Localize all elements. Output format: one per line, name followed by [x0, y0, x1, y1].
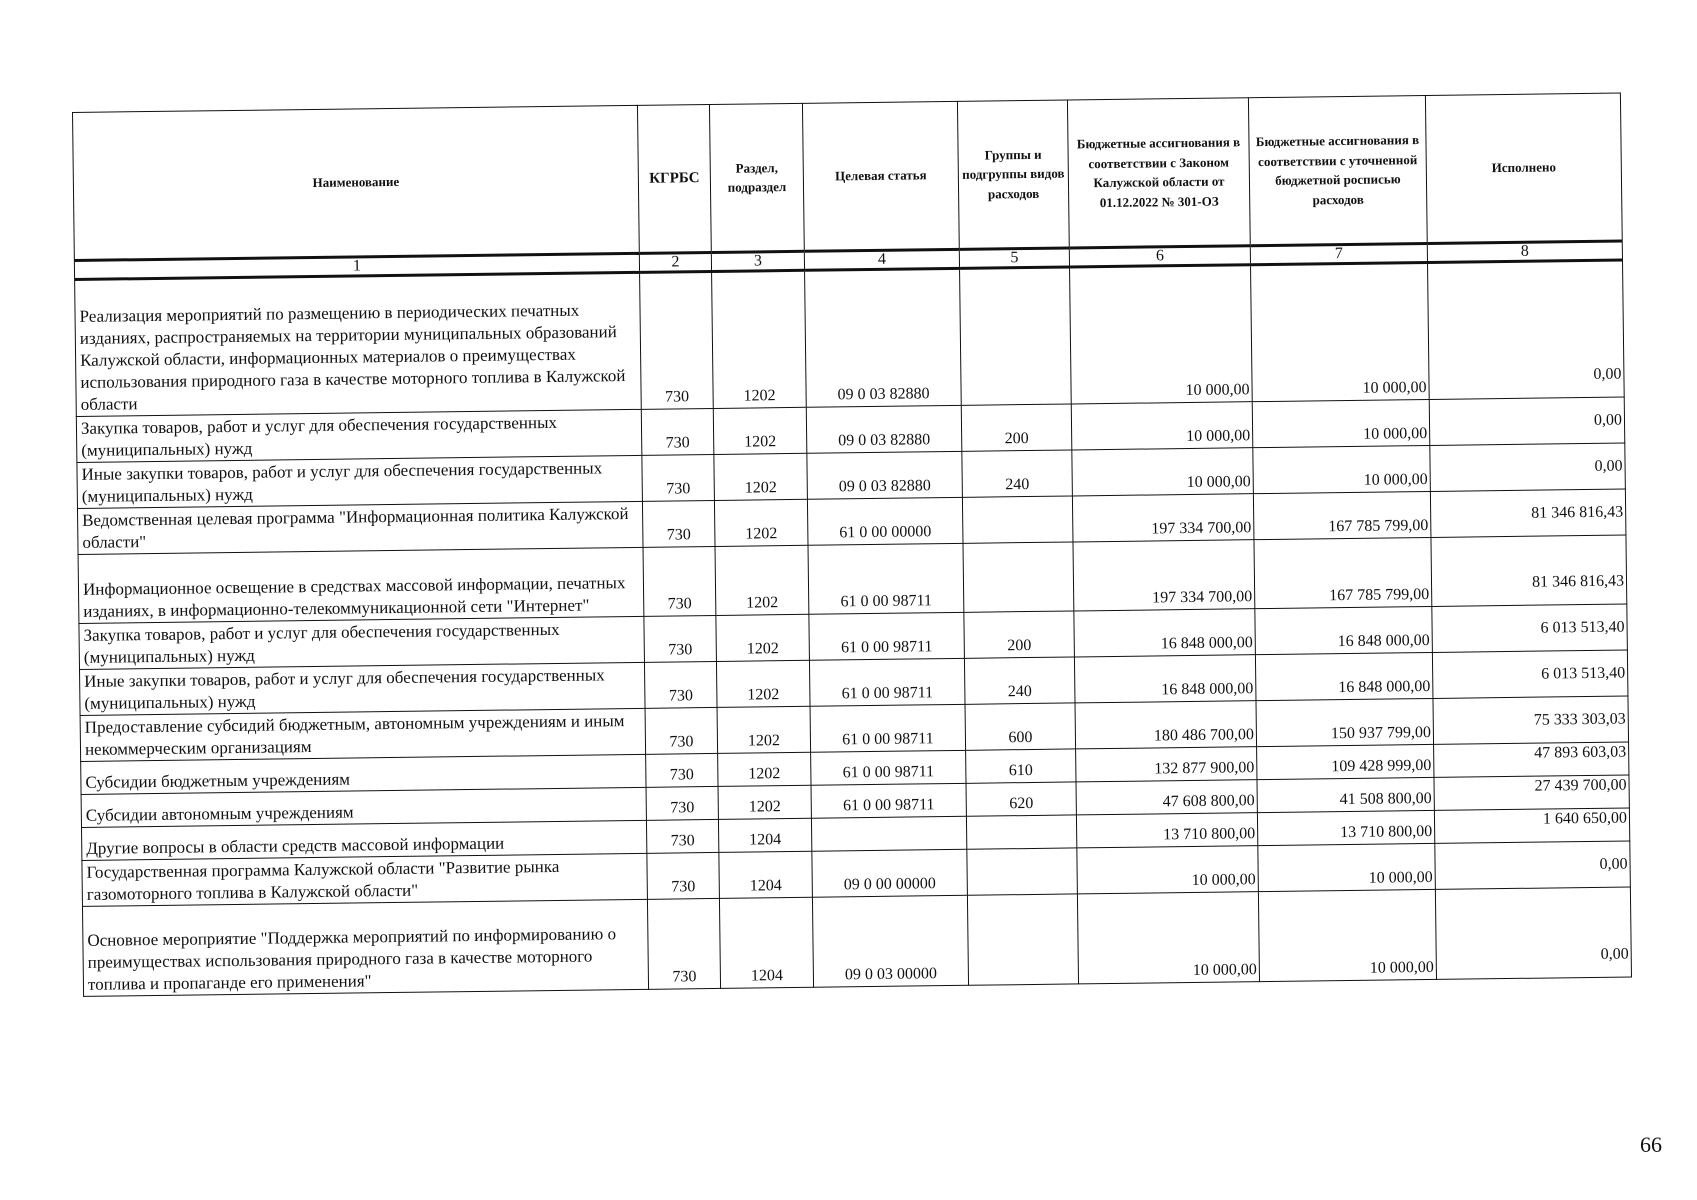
row-law-amount: 10 000,00	[1070, 265, 1253, 404]
row-law-amount: 47 608 800,00	[1076, 780, 1257, 815]
row-name: Другие вопросы в области средств массовой информации	[81, 820, 646, 860]
row-target: 09 0 03 00000	[812, 895, 968, 987]
row-group	[962, 496, 1073, 543]
row-executed-amount: 6 013 513,40	[1432, 604, 1628, 652]
row-executed-amount: 0,00	[1427, 260, 1624, 399]
row-target: 09 0 03 82880	[806, 405, 962, 453]
row-target: 09 0 03 82880	[805, 268, 962, 407]
row-executed-amount: 81 346 816,43	[1431, 535, 1627, 606]
column-number: 8	[1427, 241, 1622, 262]
row-section: 1202	[714, 499, 808, 546]
row-kgrbs: 730	[641, 408, 714, 455]
table-row	[82, 887, 1631, 996]
row-group: 200	[961, 404, 1072, 451]
row-group: 610	[966, 749, 1076, 783]
row-group: 200	[964, 611, 1075, 658]
row-law-amount: 10 000,00	[1071, 402, 1253, 450]
row-section: 1202	[713, 407, 807, 454]
row-group: 620	[966, 782, 1076, 816]
column-number: 1	[74, 253, 639, 279]
row-target: 61 0 00 98711	[808, 543, 964, 614]
row-executed-amount: 1 640 650,00	[1434, 808, 1629, 843]
row-kgrbs: 730	[645, 707, 718, 754]
row-group	[960, 267, 1072, 405]
header-groups: Группы и подгруппы видов расходов	[957, 100, 1069, 249]
row-section: 1202	[718, 752, 811, 786]
row-executed-amount: 47 893 603,03	[1434, 742, 1629, 777]
row-section: 1202	[717, 706, 811, 753]
row-name: Иные закупки товаров, работ и услуг для обеспечения государственных (муниципальных) нужд	[77, 455, 643, 508]
row-refined-amount: 10 000,00	[1252, 399, 1430, 447]
row-executed-amount: 0,00	[1430, 443, 1626, 491]
row-refined-amount: 109 428 999,00	[1257, 744, 1434, 779]
header-section: Раздел, подраздел	[709, 103, 804, 252]
header-target: Целевая статья	[802, 101, 959, 251]
column-number: 2	[639, 252, 711, 272]
row-section: 1202	[716, 660, 810, 707]
column-number: 7	[1250, 243, 1427, 264]
row-group	[967, 848, 1078, 895]
row-kgrbs: 730	[640, 271, 714, 409]
row-target: 09 0 03 82880	[807, 451, 963, 499]
row-group	[963, 542, 1074, 612]
row-law-amount: 10 000,00	[1077, 846, 1259, 894]
header-name: Наименование	[73, 105, 640, 260]
row-name: Предоставление субсидий бюджетным, автономным учреждениям и иным некоммерческим организациям	[80, 708, 646, 761]
row-refined-amount: 41 508 800,00	[1257, 777, 1434, 812]
row-target	[811, 816, 966, 851]
row-refined-amount: 10 000,00	[1251, 262, 1430, 401]
row-section: 1204	[719, 851, 813, 898]
row-executed-amount: 0,00	[1429, 397, 1625, 445]
row-law-amount: 132 877 900,00	[1076, 747, 1257, 782]
row-executed-amount: 81 346 816,43	[1430, 489, 1626, 537]
row-executed-amount: 75 333 303,03	[1433, 696, 1629, 744]
row-target: 61 0 00 98711	[809, 612, 965, 660]
table-body	[75, 260, 1632, 996]
row-refined-amount: 150 937 799,00	[1256, 698, 1434, 746]
row-executed-amount: 0,00	[1435, 887, 1631, 979]
row-kgrbs: 730	[644, 661, 717, 708]
row-law-amount: 13 710 800,00	[1076, 813, 1257, 848]
row-refined-amount: 13 710 800,00	[1257, 810, 1434, 845]
table-row	[75, 260, 1625, 416]
row-section: 1202	[718, 785, 811, 819]
row-law-amount: 197 334 700,00	[1073, 540, 1255, 611]
row-name: Ведомственная целевая программа "Информационная политика Калужской области"	[77, 501, 643, 554]
row-target: 09 0 00 00000	[812, 849, 968, 897]
row-kgrbs: 730	[643, 546, 716, 616]
row-section: 1202	[715, 545, 809, 615]
column-number: 6	[1069, 246, 1250, 267]
row-kgrbs: 730	[647, 898, 720, 989]
row-refined-amount: 10 000,00	[1253, 445, 1431, 493]
row-name: Информационное освещение в средствах массовой информации, печатных изданиях, в информационно-телекоммуникационной сети "Интернет"	[78, 547, 644, 623]
row-refined-amount: 10 000,00	[1258, 843, 1436, 891]
row-kgrbs: 730	[647, 852, 720, 899]
row-group	[967, 894, 1078, 985]
row-section: 1202	[716, 614, 810, 661]
row-name: Субсидии автономным учреждениям	[81, 787, 646, 827]
row-section: 1204	[718, 818, 811, 852]
row-group	[966, 815, 1076, 849]
row-kgrbs: 730	[644, 615, 717, 662]
row-law-amount: 180 486 700,00	[1075, 701, 1257, 749]
row-law-amount: 197 334 700,00	[1072, 494, 1254, 542]
row-section: 1202	[712, 270, 807, 408]
row-executed-amount: 6 013 513,40	[1432, 650, 1628, 698]
row-refined-amount: 16 848 000,00	[1255, 606, 1433, 654]
table-header-row	[73, 93, 1623, 260]
row-executed-amount: 0,00	[1435, 841, 1631, 889]
row-kgrbs: 730	[642, 500, 715, 547]
row-name: Государственная программа Калужской области "Развитие рынка газомоторного топлива в Калужской области"	[82, 853, 648, 906]
budget-table-sheet	[72, 93, 1631, 997]
row-target: 61 0 00 98711	[811, 783, 966, 818]
row-law-amount: 10 000,00	[1077, 892, 1259, 984]
row-name: Основное мероприятие "Поддержка мероприятий по информированию о преимуществах использования природного газа в качестве моторного топлива и пропаганде его применения"	[82, 899, 648, 996]
row-name: Закупка товаров, работ и услуг для обеспечения государственных (муниципальных) нужд	[79, 616, 645, 669]
row-name: Иные закупки товаров, работ и услуг для обеспечения государственных (муниципальных) нужд	[80, 662, 646, 715]
row-kgrbs: 730	[646, 753, 718, 787]
row-refined-amount: 167 785 799,00	[1253, 491, 1431, 539]
row-target: 61 0 00 00000	[807, 497, 963, 545]
page-number: 66	[1640, 1132, 1662, 1157]
column-number: 3	[711, 251, 804, 271]
row-target: 61 0 00 98711	[810, 704, 966, 752]
row-section: 1204	[719, 897, 813, 988]
header-executed: Исполнено	[1425, 93, 1622, 243]
column-number: 4	[804, 249, 959, 270]
header-refined: Бюджетные ассигнования в соответствии с уточненной бюджетной росписью расходов	[1248, 95, 1427, 245]
row-executed-amount: 27 439 700,00	[1434, 775, 1629, 810]
row-refined-amount: 16 848 000,00	[1255, 652, 1433, 700]
row-law-amount: 16 848 000,00	[1074, 609, 1256, 657]
header-kgrbs: КГРБС	[637, 104, 711, 253]
budget-table	[72, 93, 1632, 997]
row-name: Субсидии бюджетным учреждениям	[81, 754, 646, 794]
row-kgrbs: 730	[646, 786, 718, 820]
row-kgrbs: 730	[646, 819, 718, 853]
row-group: 240	[962, 450, 1073, 497]
row-kgrbs: 730	[642, 454, 715, 501]
row-name: Реализация мероприятий по размещению в периодических печатных изданиях, распространяемых на территории муниципальных образований Калужской области, информационных материалов о преимуществах использования природного газа в качестве моторного топлива в Калужской области	[75, 272, 642, 416]
row-refined-amount: 167 785 799,00	[1254, 537, 1432, 608]
row-target: 61 0 00 98711	[811, 750, 966, 785]
row-name: Закупка товаров, работ и услуг для обеспечения государственных (муниципальных) нужд	[76, 409, 642, 462]
column-number: 5	[959, 248, 1069, 268]
row-law-amount: 10 000,00	[1072, 448, 1254, 496]
row-target: 61 0 00 98711	[809, 658, 965, 706]
row-group: 240	[964, 657, 1075, 704]
row-group: 600	[965, 703, 1076, 750]
header-law: Бюджетные ассигнования в соответствии с Законом Калужской области от 01.12.2022 № 301-ОЗ	[1067, 98, 1250, 248]
row-section: 1202	[714, 453, 808, 500]
row-law-amount: 16 848 000,00	[1074, 655, 1256, 703]
row-refined-amount: 10 000,00	[1258, 889, 1436, 981]
